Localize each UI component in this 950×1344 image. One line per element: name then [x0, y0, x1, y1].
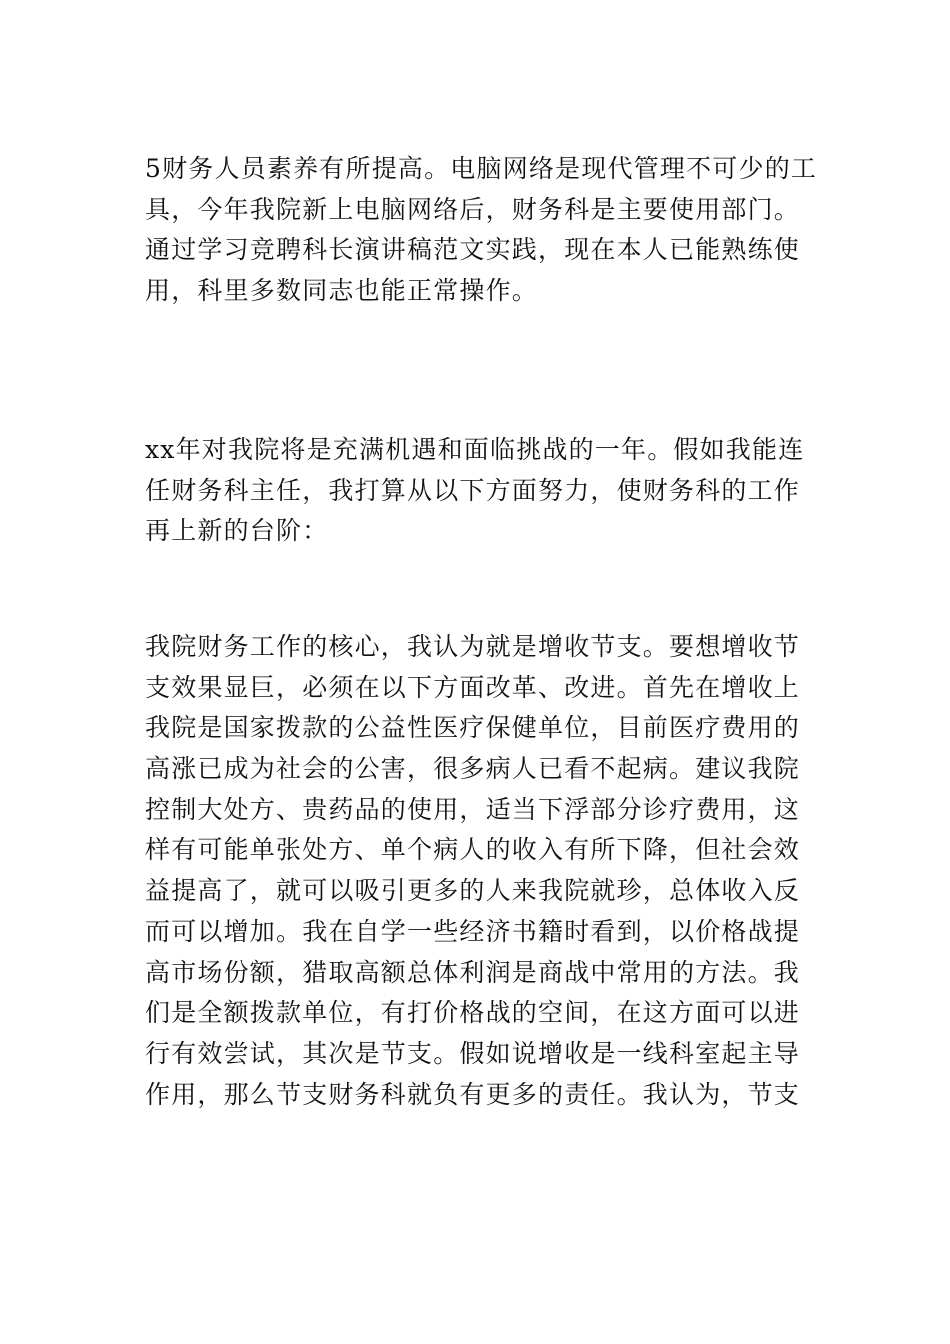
paragraph-line: 高市场份额，猎取高额总体利润是商战中常用的方法。我: [145, 957, 801, 987]
paragraph-line: 任财务科主任，我打算从以下方面努力，使财务科的工作: [145, 475, 801, 505]
paragraph-line: xx年对我院将是充满机遇和面临挑战的一年。假如我能连: [145, 435, 805, 464]
paragraph-line: 我院财务工作的核心，我认为就是增收节支。要想增收节: [145, 632, 801, 661]
paragraph-line: 用，科里多数同志也能正常操作。: [145, 276, 539, 306]
paragraph-line: 5财务人员素养有所提高。电脑网络是现代管理不可少的工: [145, 154, 818, 183]
paragraph-revenue-and-savings: [145, 627, 810, 1115]
paragraph-line: 而可以增加。我在自学一些经济书籍时看到，以价格战提: [145, 916, 801, 946]
paragraph-line: 我院是国家拨款的公益性医疗保健单位，目前医疗费用的: [145, 713, 801, 743]
paragraph-staff-quality: [145, 149, 818, 312]
paragraph-line: 具，今年我院新上电脑网络后，财务科是主要使用部门。: [145, 194, 801, 224]
paragraph-line: 样有可能单张处方、单个病人的收入有所下降，但社会效: [145, 835, 801, 865]
paragraph-line: 高涨已成为社会的公害，很多病人已看不起病。建议我院: [145, 754, 801, 784]
paragraph-line: 控制大处方、贵药品的使用，适当下浮部分诊疗费用，这: [145, 794, 801, 824]
paragraph-line: 再上新的台阶：: [145, 516, 329, 546]
paragraph-line: 通过学习竞聘科长演讲稿范文实践，现在本人已能熟练使: [145, 235, 801, 265]
paragraph-line: 作用，那么节支财务科就负有更多的责任。我认为，节支: [145, 1079, 801, 1109]
paragraph-line: 行有效尝试，其次是节支。假如说增收是一线科室起主导: [145, 1038, 801, 1068]
paragraph-next-year-plan: [145, 430, 810, 552]
paragraph-line: 们是全额拨款单位，有打价格战的空间，在这方面可以进: [145, 998, 801, 1028]
paragraph-line: 支效果显巨，必须在以下方面改革、改进。首先在增收上: [145, 672, 801, 702]
paragraph-line: 益提高了，就可以吸引更多的人来我院就珍，总体收入反: [145, 876, 801, 906]
